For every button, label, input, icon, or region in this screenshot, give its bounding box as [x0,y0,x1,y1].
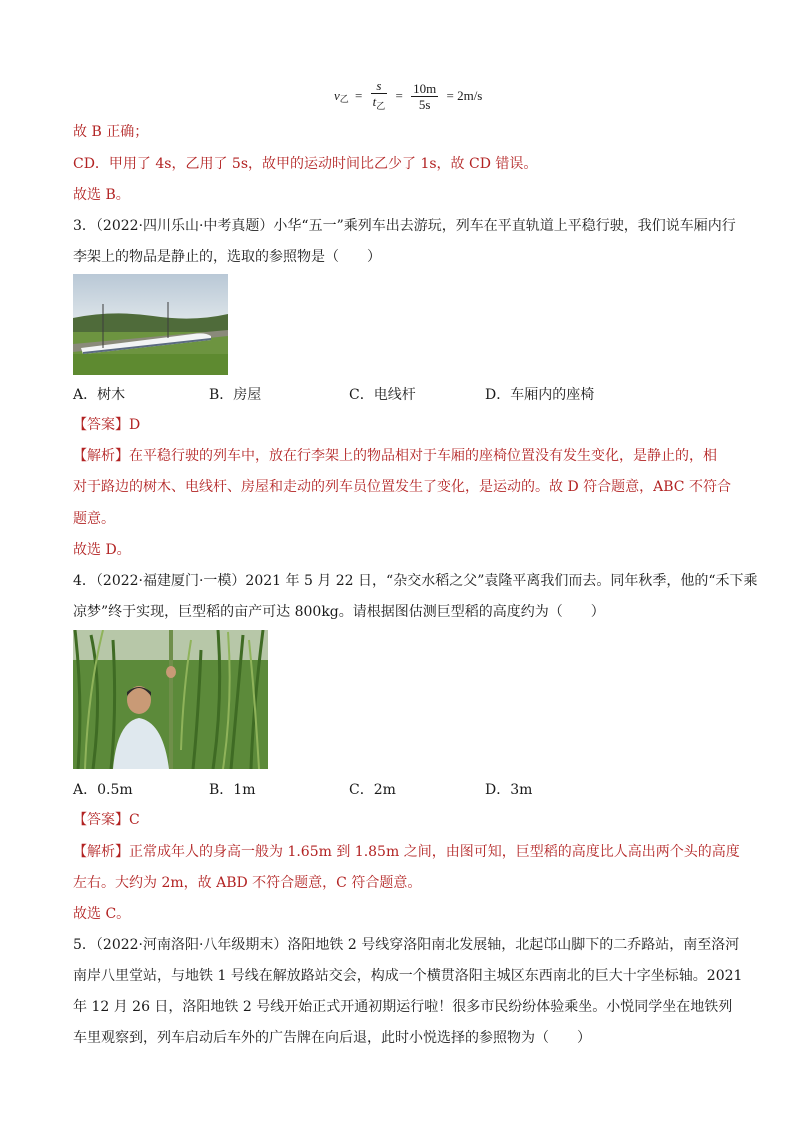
q4-analysis-text-1: 正常成年人的身高一般为 1.65m 到 1.85m 之间，由图可知，巨型稻的高度比人高出两个头的高度 [129,844,740,860]
q5-stem-line-3: 年 12 月 26 日，洛阳地铁 2 号线开始正式开通初期运行啦！很多市民纷纷体验乘坐。小悦同学坐在地铁列 [73,999,733,1015]
formula-t: t [372,94,377,109]
answer-tag: 【答案】 [73,417,129,433]
q3-analysis-line-2: 对于路边的树木、电线杆、房屋和走动的列车员位置发生了变化，是运动的。故 D 符合题意，ABC 不符合 [73,479,731,495]
formula-s-over-t [371,78,388,114]
q4-options [73,779,713,799]
q4-analysis-line-1 [73,842,740,862]
formula-eq-1: = [355,88,363,103]
analysis-tag: 【解析】 [73,448,129,464]
q4-rice-photo [73,630,268,769]
q4-final: 故选 C。 [73,906,131,922]
q3-option-c[interactable]: C．电线杆 [349,387,416,403]
q3-analysis-text-1: 在平稳行驶的列车中，放在行李架上的物品相对于车厢的座椅位置没有发生变化，是静止的，相 [129,448,717,464]
q3-train-photo [73,274,228,375]
analysis-tag: 【解析】 [73,844,129,860]
q3-answer-value: D [129,417,141,433]
q3-answer [73,415,140,435]
q3-option-d[interactable]: D．车厢内的座椅 [485,387,595,403]
q4-option-b[interactable]: B．1m [209,782,256,798]
formula-eq-2: = [395,88,403,103]
q4-analysis-line-2: 左右。大约为 2m，故 ABD 不符合题意，C 符合题意。 [73,875,422,891]
prev-line-2: CD．甲用了 4s，乙用了 5s，故甲的运动时间比乙少了 1s，故 CD 错误。 [73,156,538,172]
velocity-formula [334,78,485,114]
q4-stem-line-2: 凉梦”终于实现，巨型稻的亩产可达 800kg。请根据图估测巨型稻的高度约为（ ） [73,604,605,620]
high-speed-train-image [73,274,228,375]
q4-option-c[interactable]: C．2m [349,782,396,798]
formula-v: v [334,88,340,103]
q3-analysis-line-3: 题意。 [73,511,115,527]
q4-option-a[interactable]: A．0.5m [73,782,133,798]
q4-stem-line-1: 4．（2022·福建厦门·一模）2021 年 5 月 22 日，“杂交水稻之父”袁隆平离我们而去。同年秋季，他的“禾下乘 [73,573,758,589]
formula-t-sub: 乙 [376,101,386,111]
q5-stem-line-4: 车里观察到，列车启动后车外的广告牌在向后退，此时小悦选择的参照物为（ ） [73,1030,591,1046]
q3-analysis-line-1 [73,446,717,466]
prev-final: 故选 B。 [73,187,130,203]
formula-den: 5s [418,96,431,112]
q5-stem-line-1: 5．（2022·河南洛阳·八年级期末）洛阳地铁 2 号线穿洛阳南北发展轴，北起邙山脚下的二乔路站，南至洛河 [73,937,740,953]
q5-stem-line-2: 南岸八里堂站，与地铁 1 号线在解放路站交会，构成一个横贯洛阳主城区东西南北的巨大十字坐标轴。2021 [73,968,743,984]
q3-stem-line-1: 3．（2022·四川乐山·中考真题）小华“五一”乘列车出去游玩，列车在平直轨道上平稳行驶，我们说车厢内行 [73,218,736,234]
giant-rice-image [73,630,268,769]
formula-result: = 2m/s [446,88,483,103]
q4-answer-value: C [129,812,140,828]
prev-line-1: 故 B 正确； [73,124,149,140]
q3-final: 故选 D。 [73,542,131,558]
q4-option-d[interactable]: D．3m [485,782,533,798]
q3-option-a[interactable]: A．树木 [73,387,126,403]
formula-v-sub: 乙 [339,93,349,104]
formula-numeric [411,81,438,112]
q3-option-b[interactable]: B．房屋 [209,387,262,403]
answer-tag: 【答案】 [73,812,129,828]
formula-num: 10m [413,80,437,96]
q4-answer [73,810,140,830]
q3-stem-line-2: 李架上的物品是静止的，选取的参照物是（ ） [73,249,381,265]
q3-options [73,384,713,404]
formula-s: s [371,78,388,94]
